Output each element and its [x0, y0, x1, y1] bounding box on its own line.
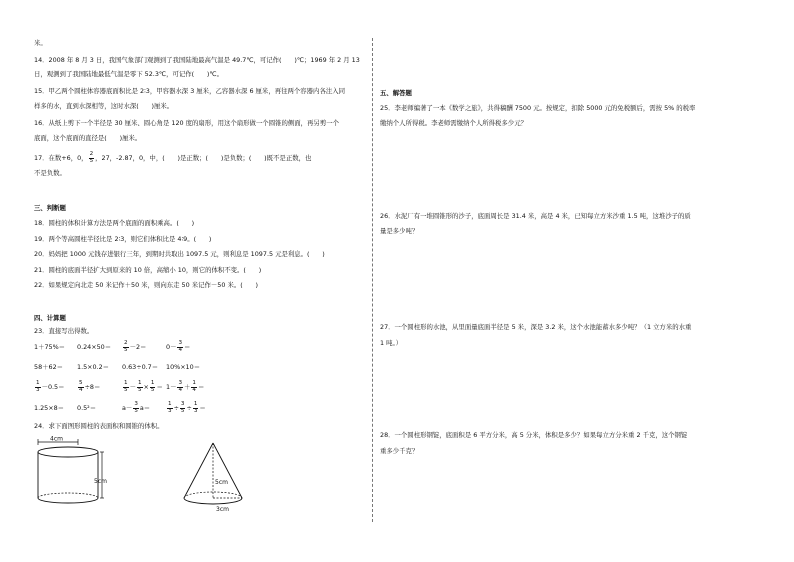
calc-tail: a＝ — [139, 404, 151, 413]
calc-head: 0－ — [166, 343, 177, 352]
calc-item — [77, 381, 100, 393]
question-17-suffix: ，27，-2.87，0，中，( )是正数；( )是负数；( )既不是正数，也 — [95, 154, 312, 163]
cone-height-label: 5cm — [215, 479, 228, 486]
fraction — [177, 341, 183, 353]
calc-item — [122, 381, 163, 393]
question-17-line-2: 不是负数。 — [34, 169, 66, 177]
fraction — [123, 341, 129, 353]
cone-figure — [180, 440, 250, 514]
calc-tail: －0.5＝ — [41, 383, 65, 392]
calc-item: 0.63÷0.7＝ — [122, 363, 159, 371]
calc-item: 0.24×50＝ — [77, 343, 112, 351]
calc-item: 58＋62＝ — [34, 363, 64, 371]
section-3-heading: 三、判断题 — [34, 204, 66, 212]
numerator: 3 — [178, 340, 183, 346]
cylinder-height-label: 5cm — [94, 478, 107, 485]
calc-item — [166, 341, 190, 353]
fraction — [167, 402, 173, 414]
question-14-line-1: 14．2008 年 8 月 3 日，我国气象部门观测到了我国陆地最高气温是 49.7℃，可记作( )℃；1969 年 2 月 13 — [34, 56, 360, 64]
question-24: 24．求下面图形圆柱的表面积和圆锥的体积。 — [34, 422, 164, 430]
question-26-line-2: 量是多少吨？ — [380, 227, 419, 235]
numerator: 2 — [89, 151, 94, 157]
question-14-line-2: 日，观测到了我国陆地最低气温是零下 52.3℃，可记作( )℃。 — [34, 70, 223, 78]
calc-tail: ＝ — [199, 404, 206, 413]
question-17-line-1 — [34, 152, 311, 164]
numerator: 3 — [178, 380, 183, 386]
question-15-line-2: 样多的水，直到水深相等，这时水深( )厘米。 — [34, 102, 174, 110]
denominator: 5 — [124, 346, 128, 353]
operator: × — [143, 383, 149, 392]
question-22: 22．如果规定向北走 50 米记作＋50 米，则向东走 50 米记作－50 米。( ) — [34, 281, 258, 289]
calc-item: 1＋75%＝ — [34, 343, 66, 351]
calc-item — [34, 381, 65, 393]
cylinder-bottom-back — [38, 493, 98, 498]
denominator: 4 — [79, 386, 83, 393]
question-27-line-1: 27．一个圆柱形的水池，从里面量底面半径是 5 米，深是 3.2 米，这个水池能蓄水多少吨？（1 立方米的水重 — [380, 323, 692, 331]
fraction — [89, 152, 95, 164]
denominator: 5 — [124, 386, 128, 393]
denominator: 5 — [89, 157, 94, 164]
question-16-line-1: 16．从纸上剪下一个半径是 30 厘米、圆心角是 120 度的扇形，用这个扇形做一个圆锥的侧面，再另剪一个 — [34, 119, 339, 127]
column-divider — [372, 38, 373, 522]
calc-tail: ÷8＝ — [84, 383, 101, 392]
numerator: 1 — [192, 380, 196, 386]
calc-item — [122, 402, 150, 414]
numerator: 1 — [193, 401, 198, 407]
cone-right-side — [213, 443, 242, 498]
calc-head: 1－ — [166, 383, 177, 392]
question-15-line-1: 15．甲乙两个圆柱体容器底面积比是 2∶3，甲容器水深 3 厘米，乙容器水深 6 厘米，再往两个容器内各注入同 — [34, 87, 346, 95]
numerator: 1 — [150, 380, 155, 386]
question-26-line-1: 26．水泥厂有一堆圆锥形的沙子，底面周长是 31.4 米，高是 4 米，已知每立方米沙重 1.5 吨，这堆沙子的质 — [380, 212, 691, 220]
question-18: 18．圆柱的体积计算方法是两个底面的面积乘高。( ) — [34, 219, 195, 227]
numerator: 2 — [124, 340, 128, 346]
fraction — [180, 402, 186, 414]
calc-item: 1.25×8＝ — [34, 404, 65, 412]
denominator: 4 — [192, 386, 196, 393]
section-5-heading: 五、解答题 — [380, 89, 412, 97]
numerator: 1 — [124, 380, 128, 386]
cone-base-front — [184, 498, 242, 504]
calc-item — [122, 341, 146, 353]
cylinder-figure — [34, 436, 110, 512]
cone-base-label: 3cm — [216, 506, 229, 513]
section-4-heading: 四、计算题 — [34, 314, 66, 322]
fraction — [78, 381, 84, 393]
fraction — [35, 381, 41, 393]
calc-item: 1.5×0.2＝ — [77, 363, 110, 371]
question-25-line-1: 25．李老师编著了一本《数学之旅》，共得稿酬 7500 元。按规定，扣除 5000 元的免税额后，需按 5% 的税率 — [380, 104, 696, 112]
cylinder-top-ellipse — [38, 447, 98, 457]
denominator: 5 — [150, 386, 155, 393]
denominator: 3 — [36, 386, 40, 393]
denominator: 5 — [134, 407, 138, 414]
numerator: 3 — [134, 401, 138, 407]
operator: ÷ — [173, 404, 179, 413]
fraction — [177, 381, 183, 393]
calc-item — [166, 402, 206, 414]
question-25-line-2: 缴纳个人所得税。李老师需缴纳个人所得税多少元？ — [380, 119, 527, 127]
numerator: 1 — [36, 380, 40, 386]
fraction — [137, 381, 143, 393]
cylinder-bottom-front — [38, 498, 98, 503]
numerator: 1 — [168, 401, 172, 407]
calc-tail: ＝ — [156, 383, 163, 392]
fraction — [133, 402, 139, 414]
calc-item: 0.5²＝ — [77, 404, 97, 412]
calc-head: a－ — [122, 404, 133, 413]
question-16-line-2: 底面，这个底面的直径是( )厘米。 — [34, 134, 142, 142]
cylinder-top-label: 4cm — [50, 436, 63, 443]
question-23: 23．直接写出得数。 — [34, 327, 94, 335]
numerator: 3 — [180, 401, 185, 407]
numerator: 5 — [79, 380, 83, 386]
calc-item: 10%×10＝ — [166, 363, 201, 371]
denominator: 5 — [180, 407, 185, 414]
calc-tail: ＝ — [197, 383, 205, 392]
denominator: 4 — [178, 386, 183, 393]
denominator: 4 — [178, 346, 183, 353]
operator: ＋ — [184, 383, 191, 392]
continuation-text: 米。 — [34, 39, 47, 47]
question-28-line-1: 28．一个圆柱形钢锭，底面积是 6 平方分米，高 5 分米，体积是多少？如果每立方分米重 2 千克，这个钢锭 — [380, 431, 688, 439]
fraction — [193, 402, 199, 414]
fraction — [123, 381, 129, 393]
question-17-prefix: 17．在数+6，0， — [34, 154, 88, 163]
question-19: 19．两个等高圆柱半径比是 2∶3，则它们体积比是 4∶9。( ) — [34, 235, 212, 243]
question-20: 20．妈妈把 1000 元钱存进银行三年，到期时共取出 1097.5 元，则利息是 1097.5 元是利息。( ) — [34, 250, 325, 258]
numerator: 1 — [137, 380, 142, 386]
operator: － — [129, 383, 136, 392]
calc-tail: －2＝ — [129, 343, 147, 352]
denominator: 3 — [193, 407, 198, 414]
denominator: 3 — [168, 407, 172, 414]
question-21: 21．圆柱的底面半径扩大到原来的 10 倍，高缩小 10，则它的体积不变。( ) — [34, 266, 262, 274]
cone-left-side — [184, 443, 213, 498]
calc-tail: ＝ — [184, 343, 191, 352]
question-27-line-2: 1 吨。） — [380, 339, 403, 347]
question-28-line-2: 重多少千克？ — [380, 447, 419, 455]
fraction — [150, 381, 156, 393]
operator: ÷ — [186, 404, 192, 413]
fraction — [191, 381, 197, 393]
denominator: 5 — [137, 386, 142, 393]
calc-item — [166, 381, 204, 393]
